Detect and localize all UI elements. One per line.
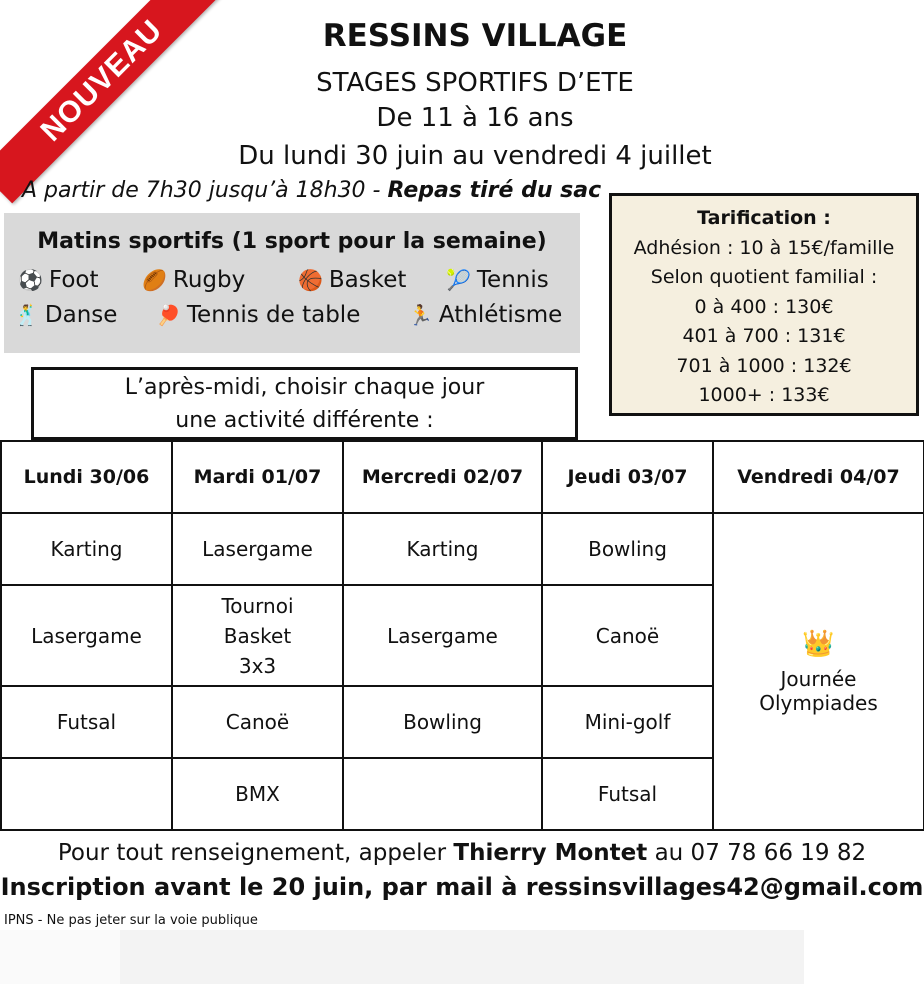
header-vendredi: Vendredi 04/07 <box>713 441 924 513</box>
sport-tennis-de-table <box>156 302 360 328</box>
table-cell: Bowling <box>542 513 713 585</box>
afternoon-line-2: une activité différente : <box>175 408 434 433</box>
bottom-strip <box>120 930 804 984</box>
table-cell: Futsal <box>1 686 172 758</box>
header-lundi: Lundi 30/06 <box>1 441 172 513</box>
sport-label: Athlétisme <box>438 302 563 328</box>
sport-label: Tennis de table <box>186 302 361 328</box>
afternoon-line-1: L’après-midi, choisir chaque jour <box>124 375 485 400</box>
table-cell: Canoë <box>542 585 713 686</box>
friday-cell <box>713 513 924 830</box>
table-cell <box>343 758 542 830</box>
pricing-line: Adhésion : 10 à 15€/famille <box>633 236 895 259</box>
contact-line <box>0 840 924 866</box>
nouveau-ribbon: NOUVEAU <box>0 0 224 203</box>
hours-text: A partir de 7h30 jusqu’à 18h30 - <box>22 178 388 203</box>
table-cell: BMX <box>172 758 343 830</box>
contact-prefix: Pour tout renseignement, appeler <box>57 840 454 866</box>
header-mercredi: Mercredi 02/07 <box>343 441 542 513</box>
friday-line-1: Journée <box>780 666 857 691</box>
table-row <box>1 513 924 585</box>
header-jeudi: Jeudi 03/07 <box>542 441 713 513</box>
sport-basket <box>298 267 406 293</box>
inscription-line: Inscription avant le 20 juin, par mail à ressinsvillages42@gmail.com <box>0 873 924 901</box>
crown-icon: 👑 <box>802 628 835 659</box>
date-range: Du lundi 30 juin au vendredi 4 juillet <box>238 141 712 171</box>
table-cell: Lasergame <box>1 585 172 686</box>
schedule-table <box>0 440 924 831</box>
sport-athletisme <box>408 302 562 328</box>
sport-label: Tennis <box>476 267 549 293</box>
rugby-ball-icon: 🏉 <box>142 268 167 292</box>
table-cell: Karting <box>343 513 542 585</box>
afternoon-box <box>31 367 578 440</box>
pricing-line: 0 à 400 : 130€ <box>694 295 834 318</box>
ping-pong-icon: 🏓 <box>156 303 181 327</box>
hours-line <box>22 178 601 203</box>
table-cell: Lasergame <box>343 585 542 686</box>
contact-name: Thierry Montet <box>453 840 648 866</box>
morning-sports-box <box>4 213 580 353</box>
table-cell: Mini-golf <box>542 686 713 758</box>
pricing-line: 1000+ : 133€ <box>698 384 830 406</box>
soccer-ball-icon: ⚽ <box>18 268 43 292</box>
table-cell: Canoë <box>172 686 343 758</box>
table-cell: Futsal <box>542 758 713 830</box>
sport-label: Foot <box>48 267 99 293</box>
sport-label: Rugby <box>172 267 246 293</box>
sport-label: Basket <box>328 267 407 293</box>
bottom-strip-left <box>0 930 120 984</box>
pricing-line: Selon quotient familial : <box>650 266 878 288</box>
cell-text: Tournoi Basket 3x3 <box>221 593 294 678</box>
table-cell <box>1 758 172 830</box>
table-header-row <box>1 441 924 513</box>
contact-phone: au 07 78 66 19 82 <box>647 840 867 866</box>
sport-tennis <box>446 267 549 293</box>
sport-rugby <box>142 267 245 293</box>
subtitle: STAGES SPORTIFS D’ETE <box>316 68 634 98</box>
pricing-line: 401 à 700 : 131€ <box>682 325 846 347</box>
friday-line-2: Olympiades <box>759 690 878 715</box>
table-cell <box>172 585 343 686</box>
dancer-icon: 🕺 <box>14 303 39 327</box>
sport-label: Danse <box>44 302 118 328</box>
sport-foot <box>18 267 98 293</box>
page-title: RESSINS VILLAGE <box>322 18 628 54</box>
age-range: De 11 à 16 ans <box>376 103 574 133</box>
ipns-note: IPNS - Ne pas jeter sur la voie publique <box>4 913 258 928</box>
pricing-title: Tarification : <box>697 207 831 229</box>
table-cell: Lasergame <box>172 513 343 585</box>
runner-icon: 🏃 <box>408 303 433 327</box>
table-cell: Karting <box>1 513 172 585</box>
pricing-box <box>609 193 919 416</box>
table-cell: Bowling <box>343 686 542 758</box>
basketball-icon: 🏀 <box>298 268 323 292</box>
sport-danse <box>14 302 117 328</box>
tennis-ball-icon: 🎾 <box>446 268 471 292</box>
meal-text: Repas tiré du sac <box>387 178 602 203</box>
header-mardi: Mardi 01/07 <box>172 441 343 513</box>
pricing-line: 701 à 1000 : 132€ <box>676 354 852 377</box>
morning-sports-title: Matins sportifs (1 sport pour la semaine) <box>37 229 547 254</box>
